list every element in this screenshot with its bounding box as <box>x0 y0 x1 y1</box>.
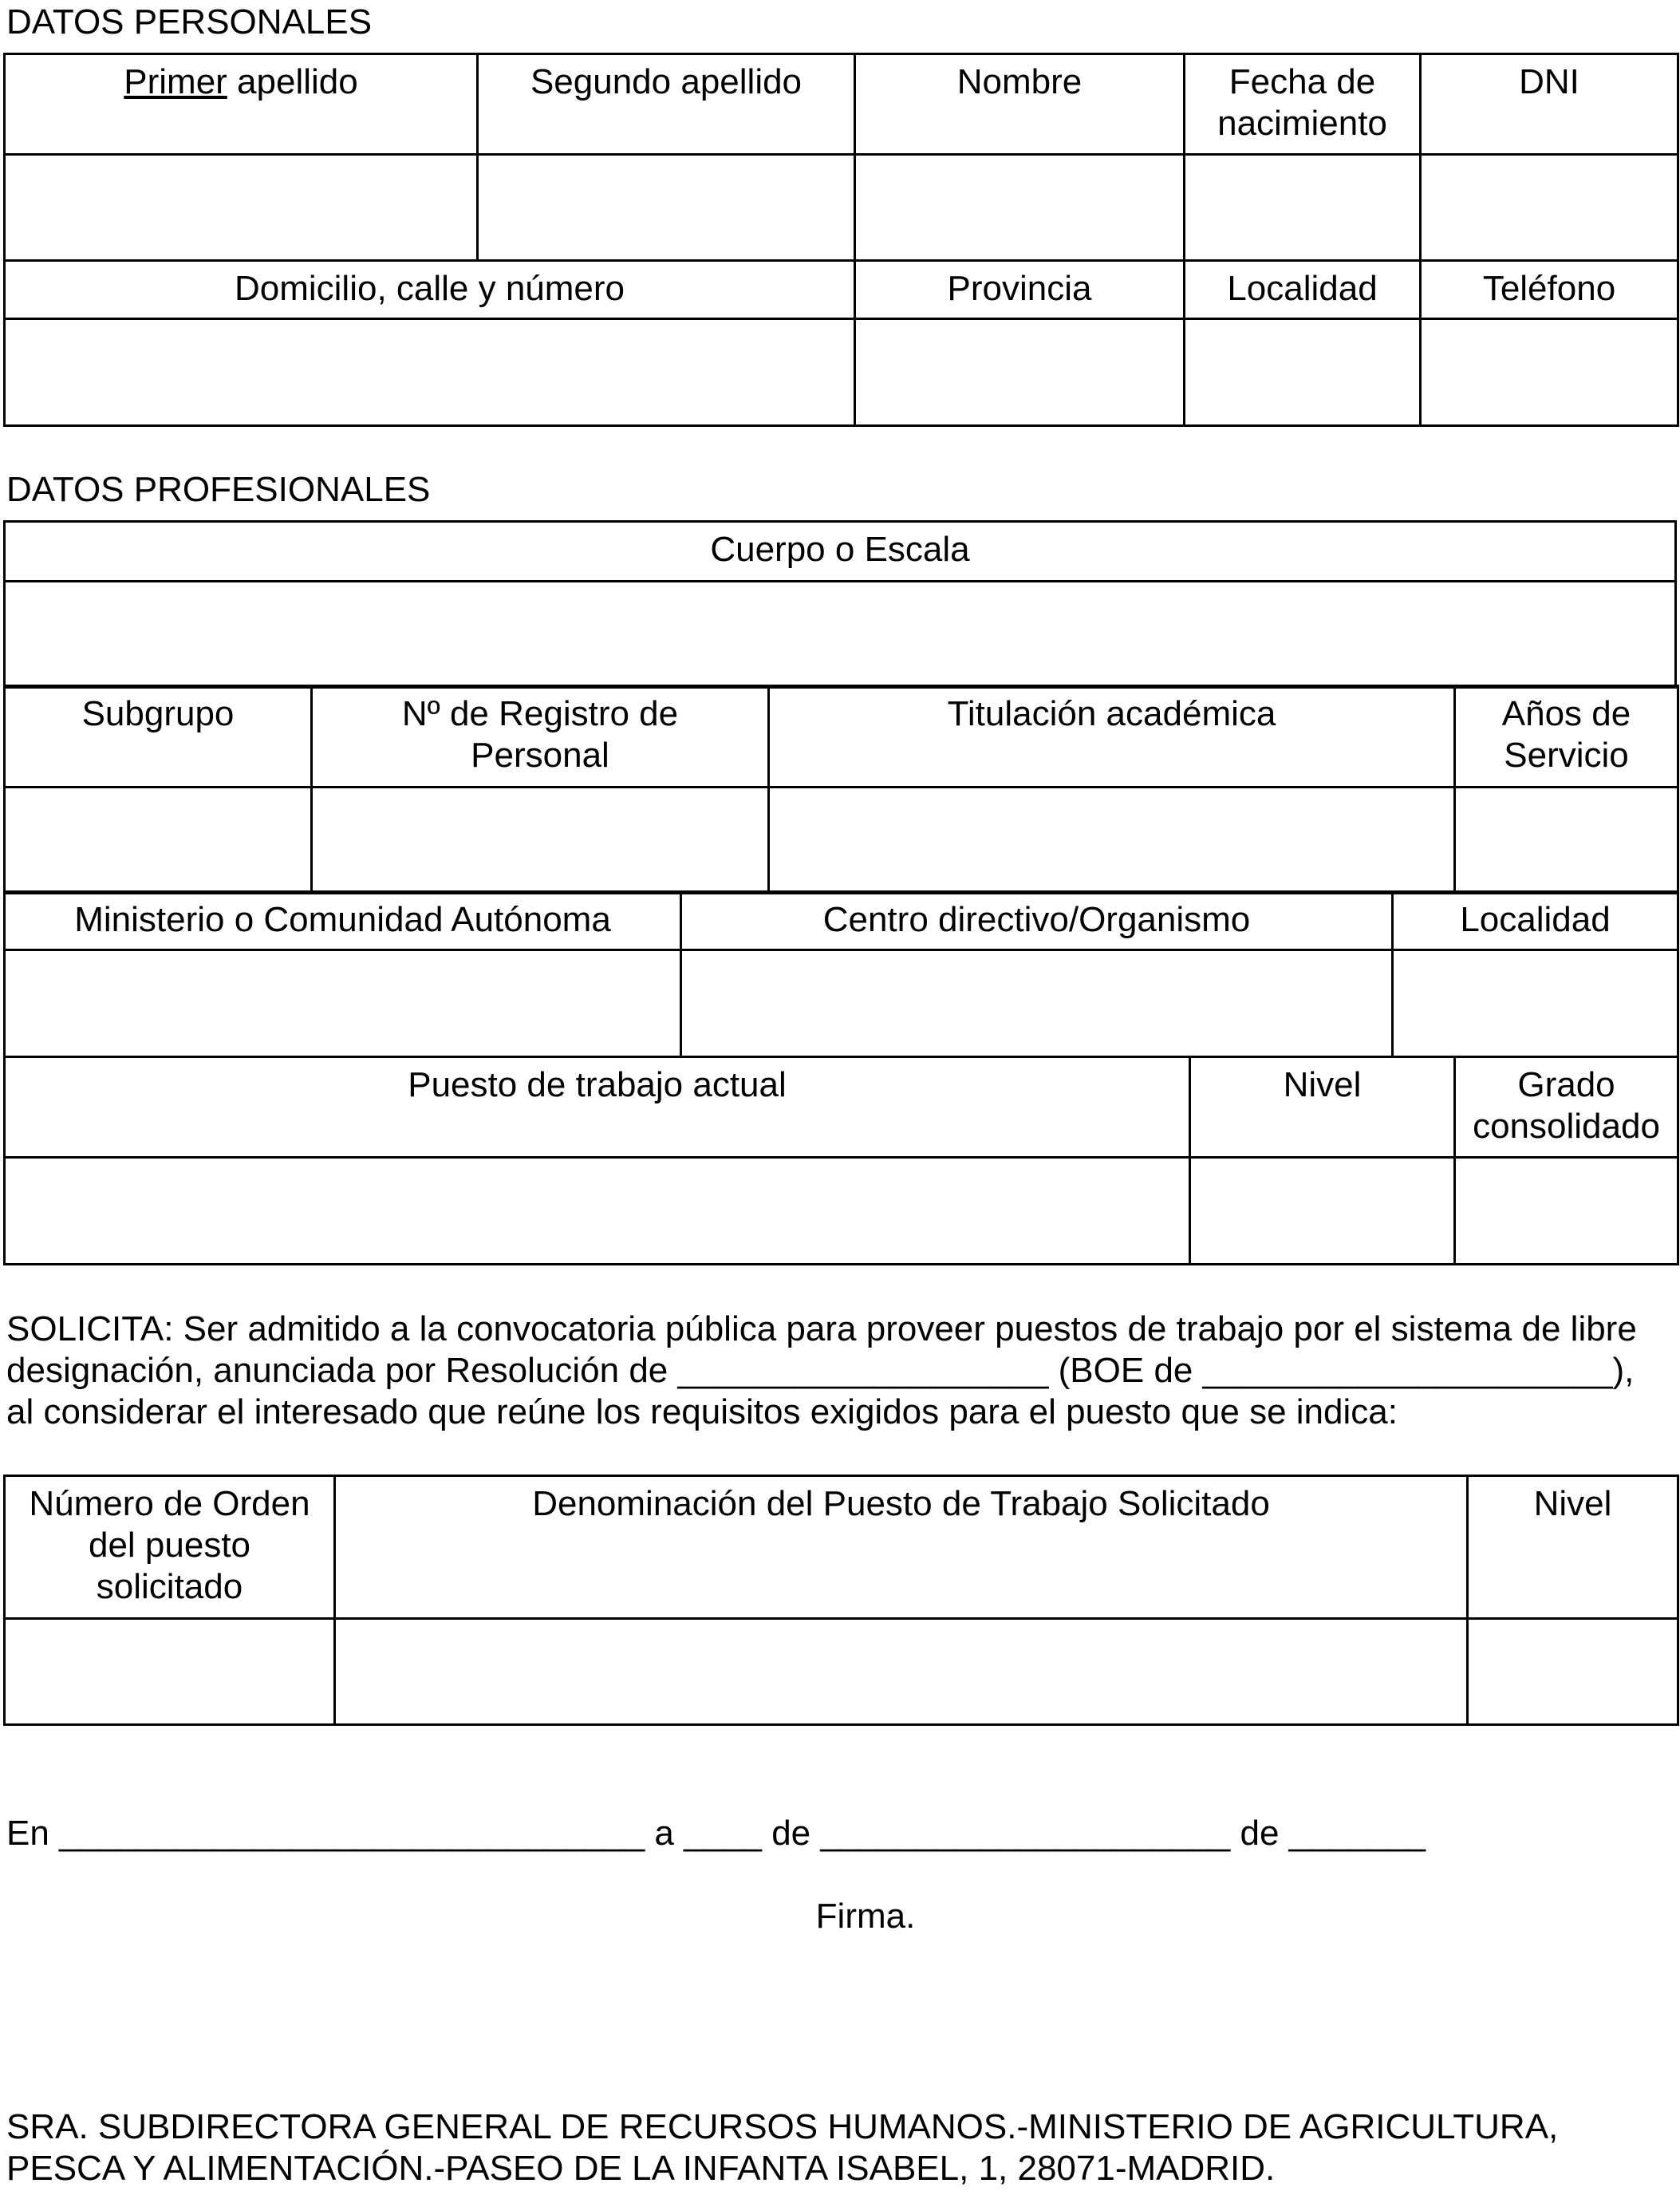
orden-line-3: solicitado <box>96 1567 243 1606</box>
provincia-header: Provincia <box>855 261 1185 319</box>
anos-line-1: Años de <box>1501 694 1631 733</box>
footer-line-2: PESCA Y ALIMENTACIÓN.-PASEO DE LA INFANTA ISABEL, 1, 28071-MADRID. <box>6 2149 1276 2188</box>
cuerpo-field[interactable] <box>5 582 1676 688</box>
segundo-apellido-header: Segundo apellido <box>478 54 855 155</box>
grado-field[interactable] <box>1455 1158 1678 1265</box>
orden-header <box>5 1476 335 1619</box>
solicita-line-1: SOLICITA: Ser admitido a la convocatoria pública para proveer puestos de trabajo por el sistema de libre <box>6 1309 1637 1348</box>
personal-header-row-1 <box>5 54 1678 155</box>
titulacion-field[interactable] <box>769 788 1455 894</box>
subgrupo-header: Subgrupo <box>5 686 312 788</box>
telefono-header: Teléfono <box>1421 261 1678 319</box>
nivel-header: Nivel <box>1190 1057 1455 1158</box>
titulacion-header: Titulación académica <box>769 686 1455 788</box>
ministerio-input-row <box>5 950 1678 1057</box>
primer-apellido-field[interactable] <box>5 155 478 261</box>
orden-line-1: Número de Orden <box>29 1484 310 1523</box>
denominacion-header: Denominación del Puesto de Trabajo Solicitado <box>335 1476 1468 1619</box>
registro-header <box>312 686 769 788</box>
nombre-field[interactable] <box>855 155 1185 261</box>
cuerpo-header: Cuerpo o Escala <box>5 522 1676 582</box>
orden-field[interactable] <box>5 1619 335 1725</box>
puesto-actual-table <box>3 1056 1679 1265</box>
dni-field[interactable] <box>1421 155 1678 261</box>
solicita-paragraph <box>6 1309 1678 1433</box>
grado-line-1: Grado <box>1517 1065 1615 1104</box>
primer-apellido-rest: apellido <box>227 62 358 101</box>
personal-input-row-1 <box>5 155 1678 261</box>
subgrupo-input-row <box>5 788 1678 894</box>
puesto-actual-header: Puesto de trabajo actual <box>5 1057 1190 1158</box>
localidad-header: Localidad <box>1185 261 1421 319</box>
anos-servicio-header <box>1455 686 1678 788</box>
fecha-nacimiento-field[interactable] <box>1185 155 1421 261</box>
primer-apellido-header <box>5 54 478 155</box>
nombre-header: Nombre <box>855 54 1185 155</box>
professional-section-title: DATOS PROFESIONALES <box>6 470 431 509</box>
centro-field[interactable] <box>681 950 1393 1057</box>
subgrupo-table <box>3 685 1679 894</box>
request-header-row <box>5 1476 1678 1619</box>
fecha-nacimiento-header <box>1185 54 1421 155</box>
puesto-input-row <box>5 1158 1678 1265</box>
domicilio-header: Domicilio, calle y número <box>5 261 855 319</box>
ministerio-header: Ministerio o Comunidad Autónoma <box>5 892 681 950</box>
personal-header-row-2 <box>5 261 1678 319</box>
footer-line-1: SRA. SUBDIRECTORA GENERAL DE RECURSOS HUMANOS.-MINISTERIO DE AGRICULTURA, <box>6 2107 1559 2146</box>
primer-underlined: Primer <box>124 62 227 101</box>
request-table <box>3 1475 1679 1726</box>
domicilio-field[interactable] <box>5 319 855 426</box>
subgrupo-field[interactable] <box>5 788 312 894</box>
fecha-nacimiento-line-1: Fecha de <box>1228 62 1376 101</box>
registro-field[interactable] <box>312 788 769 894</box>
firma-label: Firma. <box>815 1897 916 1936</box>
personal-data-table <box>3 53 1679 427</box>
date-line: En ______________________________ a ____ de _____________________ de _______ <box>6 1814 1426 1853</box>
denominacion-field[interactable] <box>335 1619 1468 1725</box>
provincia-field[interactable] <box>855 319 1185 426</box>
ministerio-header-row <box>5 892 1678 950</box>
registro-line-2: Personal <box>471 736 609 775</box>
prof-localidad-field[interactable] <box>1393 950 1678 1057</box>
footer-address <box>6 2106 1678 2189</box>
orden-line-2: del puesto <box>88 1526 251 1565</box>
nivel-field[interactable] <box>1190 1158 1455 1265</box>
cuerpo-table <box>3 520 1677 689</box>
solicita-line-3: al considerar el interesado que reúne los requisitos exigidos para el puesto que se indica: <box>6 1392 1398 1431</box>
personal-section-title: DATOS PERSONALES <box>6 2 373 41</box>
centro-header: Centro directivo/Organismo <box>681 892 1393 950</box>
segundo-apellido-field[interactable] <box>478 155 855 261</box>
puesto-actual-field[interactable] <box>5 1158 1190 1265</box>
localidad-field[interactable] <box>1185 319 1421 426</box>
anos-servicio-field[interactable] <box>1455 788 1678 894</box>
subgrupo-header-row <box>5 686 1678 788</box>
dni-header: DNI <box>1421 54 1678 155</box>
anos-line-2: Servicio <box>1504 736 1629 775</box>
solicita-line-2: designación, anunciada por Resolución de ___________________ (BOE de _____________________), <box>6 1351 1635 1390</box>
fecha-nacimiento-line-2: nacimiento <box>1217 104 1387 143</box>
request-nivel-field[interactable] <box>1468 1619 1678 1725</box>
cuerpo-input-row <box>5 582 1676 688</box>
registro-line-1: Nº de Registro de <box>401 694 679 733</box>
telefono-field[interactable] <box>1421 319 1678 426</box>
grado-header <box>1455 1057 1678 1158</box>
ministerio-field[interactable] <box>5 950 681 1057</box>
ministerio-table <box>3 890 1679 1058</box>
prof-localidad-header: Localidad <box>1393 892 1678 950</box>
grado-line-2: consolidado <box>1473 1107 1660 1146</box>
personal-input-row-2 <box>5 319 1678 426</box>
request-nivel-header: Nivel <box>1468 1476 1678 1619</box>
cuerpo-header-row <box>5 522 1676 582</box>
puesto-header-row <box>5 1057 1678 1158</box>
request-input-row <box>5 1619 1678 1725</box>
